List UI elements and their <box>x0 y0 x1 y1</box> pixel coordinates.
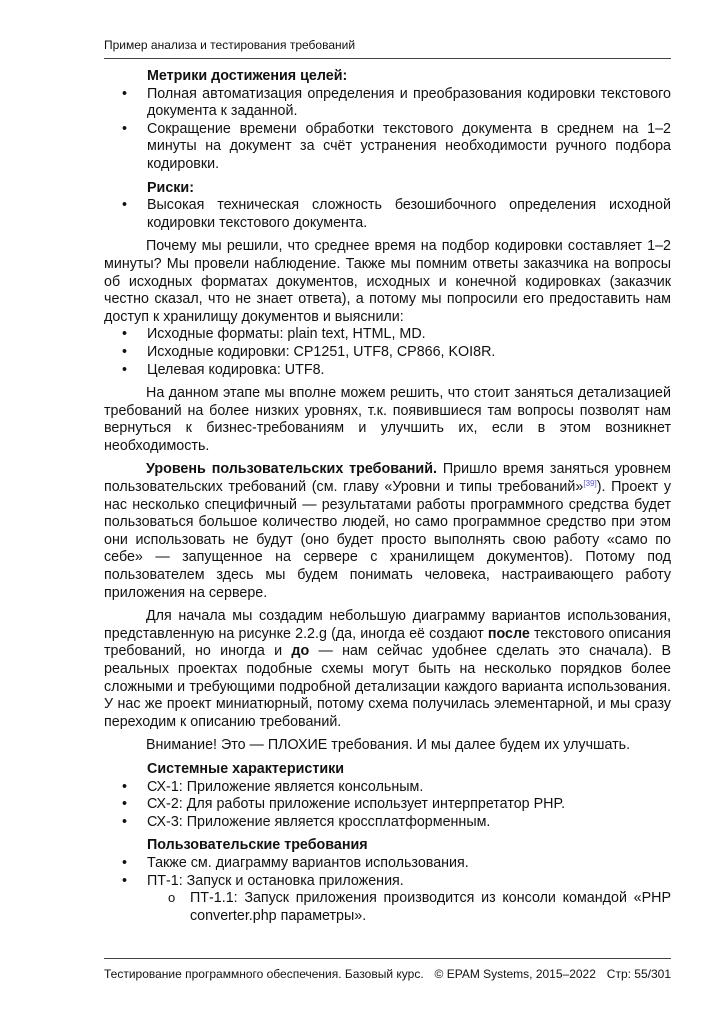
user-req-sublist <box>147 890 671 925</box>
footer-page-number: Стр: 55/301 <box>606 967 671 981</box>
footer-course: Тестирование программного обеспечения. Базовый курс. <box>104 967 424 981</box>
page-header <box>104 38 671 59</box>
page-content <box>104 68 671 925</box>
user-req-heading: Пользовательские требования <box>147 837 368 854</box>
paragraph-diagram <box>104 608 671 731</box>
user-level-text1: Пришло время заняться уровнем пользовательских требований (см. главу «Уровни и типы требований» <box>104 461 671 496</box>
user-level-bold: Уровень пользовательских требований. <box>146 461 437 478</box>
list-item: • Исходные кодировки: CP1251, UTF8, CP866, KOI8R. <box>104 344 671 362</box>
list-item: • Полная автоматизация определения и преобразования кодировки текстового документа к заданной. <box>104 86 671 121</box>
formats-list <box>104 326 671 379</box>
list-item: • Сокращение времени обработки текстового документа в среднем на 1–2 минуты на документ за счёт устранения необходимости ручного подбора кодировки. <box>104 121 671 174</box>
risks-heading: Риски: <box>147 179 194 196</box>
header-title: Пример анализа и тестирования требований <box>104 38 356 52</box>
page-footer <box>104 958 671 981</box>
user-req-sublist-wrap <box>104 890 671 925</box>
sublist-item: o ПТ-1.1: Запуск приложения производится из консоли командой «PHP converter.php параметры». <box>147 890 671 925</box>
list-item: • СХ-1: Приложение является консольным. <box>104 779 671 797</box>
list-item: • СХ-3: Приложение является кроссплатформенным. <box>104 814 671 832</box>
list-item: • ПТ-1: Запуск и остановка приложения. <box>104 873 671 891</box>
user-req-list <box>104 855 671 890</box>
paragraph-user-level <box>104 461 671 602</box>
metrics-heading: Метрики достижения целей: <box>147 68 348 84</box>
list-item: • Высокая техническая сложность безошибочного определения исходной кодировки текстового документа. <box>104 197 671 232</box>
reference-link[interactable]: [39] <box>583 479 597 489</box>
diagram-part3: — нам сейчас удобнее сделать это сначала). В реальных проектах подобные схемы могут быть на несколько порядков более сложными и требующими подробной детализации каждого варианта использования. У нас же проект миниатюрный, потому схема получилась элементарной, и мы сразу переходим к описанию требований. <box>104 643 672 730</box>
system-list <box>104 779 671 832</box>
user-level-text2: ). Проект у нас несколько специфичный — результатами работы программного средства будет пользоваться большое количество людей, но само программное средство при этом они использовать не будут (оно будет просто выполнять свою работу «само по себе» — запущенное на сервере с хранилищем документов). Потому под пользователем здесь мы будем понимать человека, настраивающего работу приложения на сервере. <box>104 479 671 601</box>
system-heading: Системные характеристики <box>147 760 345 777</box>
paragraph-stage: На данном этапе мы вполне можем решить, что стоит заняться детализацией требований на более низких уровнях, т.к. появившиеся там вопросы позволят нам вернуться к бизнес-требованиям и улучшить их, если в этом возникнет необходимость. <box>104 385 671 454</box>
warning-text: Внимание! Это — ПЛОХИЕ требования. И мы далее будем их улучшать. <box>146 737 631 754</box>
footer-copyright: © EPAM Systems, 2015–2022 <box>434 967 596 981</box>
diagram-part2: текстового описания требований, но иногда и <box>104 625 671 660</box>
diagram-bold2: до <box>291 643 310 660</box>
paragraph-why: Почему мы решили, что среднее время на подбор кодировки составляет 1–2 минуты? Мы провели наблюдение. Также мы помним ответы заказчика на вопросы об исходных форматах документов, исходных и конечной кодировках (заказчик честно сказал, что не знает ответа), а потому мы попросили его предоставить нам доступ к хранилищу документов и выяснили: <box>104 238 671 325</box>
list-item: • Исходные форматы: plain text, HTML, MD. <box>104 326 671 344</box>
risks-list <box>104 197 671 232</box>
list-item: • СХ-2: Для работы приложение использует интерпретатор PHP. <box>104 796 671 814</box>
list-item: • Целевая кодировка: UTF8. <box>104 362 671 380</box>
metrics-list <box>104 86 671 174</box>
diagram-bold1: после <box>487 625 530 642</box>
diagram-part1: Для начала мы создадим небольшую диаграмму вариантов использования, представленную на рисунке 2.2.g (да, иногда её создают <box>104 608 671 642</box>
list-item: • Также см. диаграмму вариантов использования. <box>104 855 671 873</box>
